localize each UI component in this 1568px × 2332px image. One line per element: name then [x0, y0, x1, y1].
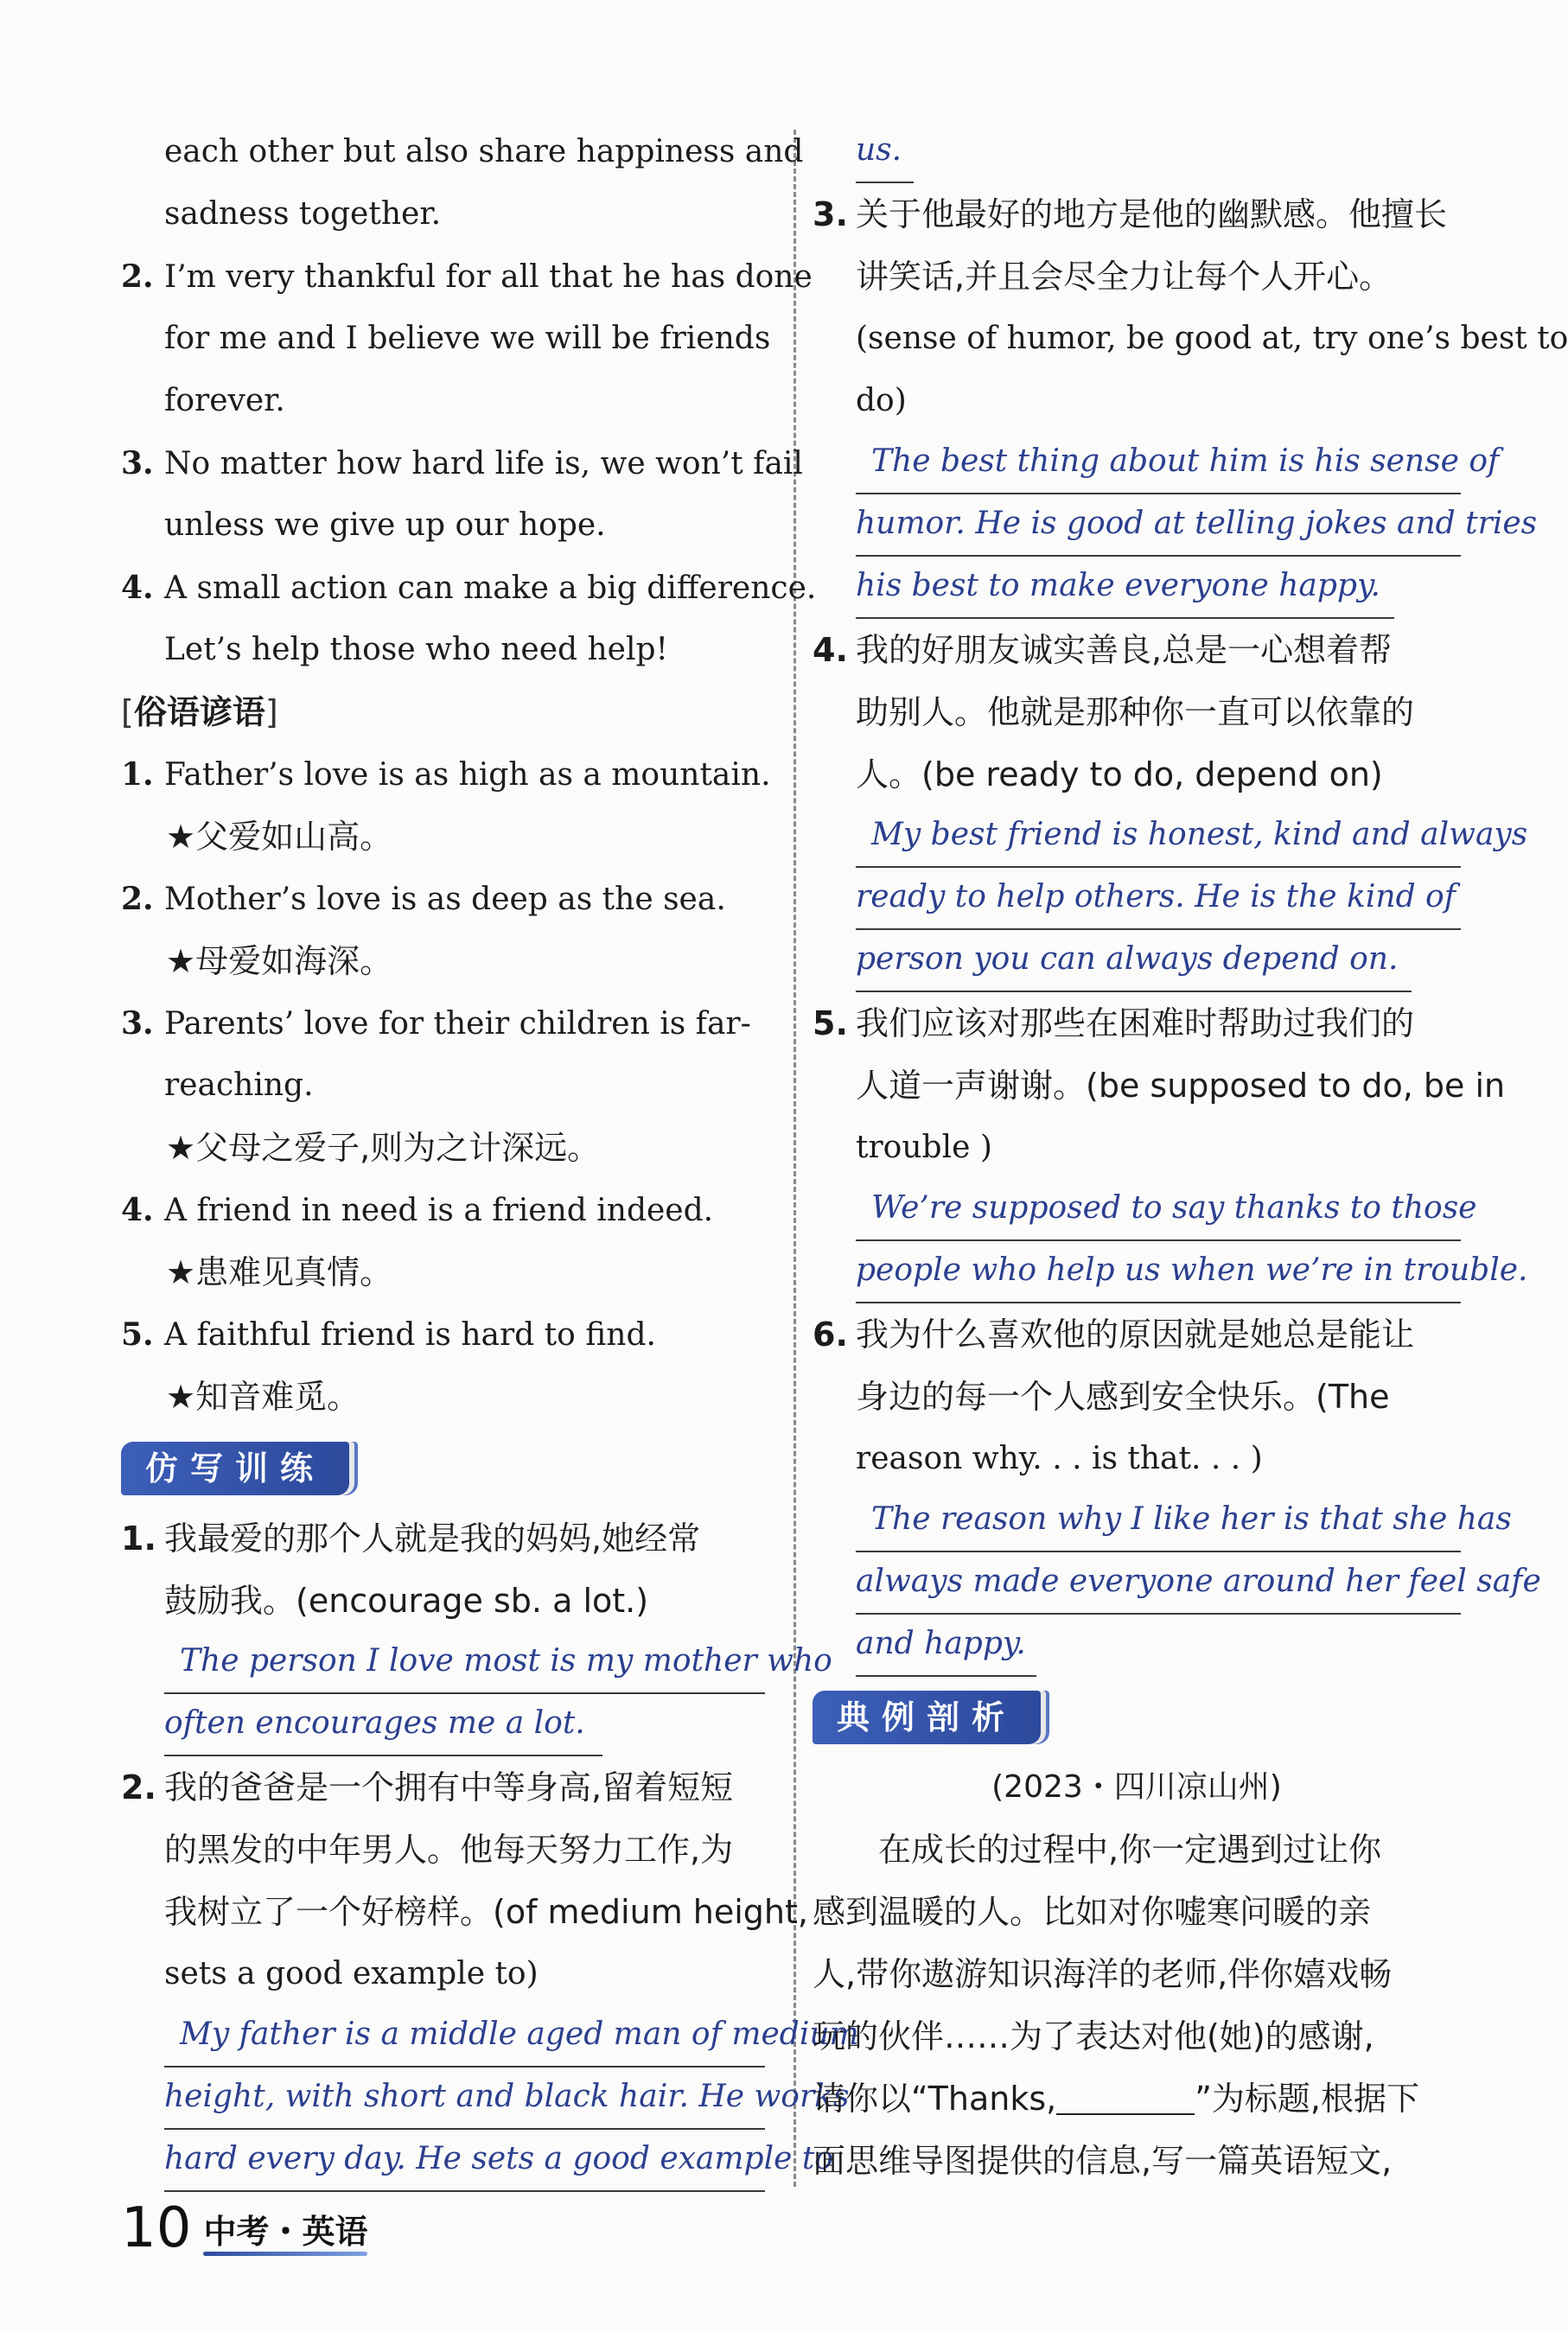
sentence-line: sadness together. [164, 196, 442, 232]
item-number: 3. [121, 1005, 154, 1042]
answer-line: people who help us when we’re in trouble. [856, 1241, 1461, 1303]
item-number: 2. [121, 258, 154, 295]
proverb-english: Mother’s love is as deep as the sea. [164, 882, 726, 917]
answer-line: My best friend is honest, kind and always [856, 806, 1461, 868]
proverb-item [121, 992, 765, 1179]
title-prompt-pre: 请你以“Thanks, [813, 2080, 1057, 2118]
answer-line: humor. He is good at telling jokes and tries [856, 494, 1461, 557]
answer-line: The person I love most is my mother who [164, 1632, 765, 1694]
left-column [121, 121, 859, 2192]
sentence-item [121, 557, 817, 681]
sentence-line: forever. [164, 383, 285, 418]
proverb-item [121, 868, 765, 992]
exercise-item [121, 1507, 832, 1756]
paragraph-line: 玩的伙伴……为了表达对他(她)的感谢, [813, 2017, 1374, 2055]
item-number: 4. [121, 1192, 154, 1228]
exercise-prompt: do) [856, 383, 907, 418]
proverb-item [121, 1179, 765, 1303]
paragraph-line: 人,带你遨游知识海洋的老师,伴你嬉戏畅 [813, 1955, 1393, 1993]
series-title-text: 中考・英语 [203, 2213, 368, 2251]
section-banner-imitation [121, 1435, 765, 1504]
sentence-line: each other but also share happiness and [164, 134, 804, 169]
item-number: 3. [813, 195, 848, 233]
exercise-prompt: 我的爸爸是一个拥有中等身高,留着短短 [164, 1768, 734, 1806]
proverb-english: Parents’ love for their children is far- [164, 1006, 751, 1042]
answer-line: The reason why I like her is that she has [856, 1490, 1461, 1552]
example-paragraph [813, 1819, 1461, 2192]
item-number: 2. [121, 881, 154, 917]
exercise-prompt: 我为什么喜欢他的原因就是她总是能让 [856, 1316, 1415, 1354]
paragraph-line [813, 2068, 1461, 2130]
answer-line: us. [856, 121, 914, 183]
answer-line: hard every day. He sets a good example to [164, 2130, 765, 2192]
right-column [813, 121, 1568, 2192]
exercise-prompt: 我树立了一个好榜样。(of medium height, [164, 1893, 808, 1931]
answer-line: often encourages me a lot. [164, 1694, 602, 1756]
exercise-item [813, 1303, 1541, 1677]
proverb-chinese: ★母爱如海深。 [166, 942, 393, 980]
sentence-line: No matter how hard life is, we won’t fail [164, 446, 803, 481]
item-number: 4. [121, 570, 154, 606]
answer-line: height, with short and black hair. He works [164, 2068, 765, 2130]
exercise-prompt: 身边的每一个人感到安全快乐。(The [856, 1378, 1390, 1416]
item-number: 5. [813, 1004, 848, 1042]
proverb-heading: [俗语谚语] [121, 693, 278, 731]
page-number: 10 [121, 2196, 192, 2260]
proverb-item [121, 1303, 765, 1428]
item-number: 5. [121, 1316, 154, 1353]
title-blank [1056, 2079, 1195, 2115]
item-number: 1. [121, 1520, 156, 1558]
sentence-line: Let’s help those who need help! [164, 632, 668, 667]
answer-line: My father is a middle aged man of medium [164, 2005, 765, 2068]
exercise-prompt: 关于他最好的地方是他的幽默感。他擅长 [856, 195, 1448, 233]
banner-label: 典例剖析 [813, 1691, 1041, 1744]
series-underline [203, 2252, 367, 2256]
proverb-chinese: ★患难见真情。 [166, 1253, 393, 1291]
exercise-prompt: (sense of humor, be good at, try one’s best to [856, 321, 1568, 356]
item-number: 6. [813, 1316, 848, 1354]
item-number: 3. [121, 445, 154, 481]
exercise-prompt: reason why. . . is that. . . ) [856, 1441, 1263, 1476]
item-number: 2. [121, 1768, 156, 1806]
exercise-item [121, 1756, 859, 2192]
answer-line: person you can always depend on. [856, 930, 1412, 992]
item-number: 1. [121, 756, 154, 793]
column-divider [794, 130, 796, 2187]
exercise-prompt: 鼓励我。(encourage sb. a lot.) [164, 1582, 649, 1620]
proverb-english-cont: reaching. [164, 1067, 314, 1103]
exercise-prompt: 我最爱的那个人就是我的妈妈,她经常 [164, 1520, 701, 1558]
paragraph-line: 感到温暖的人。比如对你嘘寒问暖的亲 [813, 1893, 1372, 1931]
title-prompt-post: ”为标题,根据下 [1195, 2080, 1420, 2118]
sentence-item [121, 432, 803, 557]
exercise-prompt: 人道一声谢谢。(be supposed to do, be in [856, 1067, 1506, 1105]
answer-line: The best thing about him is his sense of [856, 432, 1461, 494]
sentence-line: I’m very thankful for all that he has done [164, 259, 813, 295]
sentence-line: unless we give up our hope. [164, 507, 606, 543]
answer-line: ready to help others. He is the kind of [856, 868, 1461, 930]
proverb-chinese: ★父母之爱子,则为之计深远。 [166, 1129, 601, 1167]
exercise-item [813, 183, 1568, 619]
answer-line: always made everyone around her feel safe [856, 1552, 1461, 1615]
proverb-english: A faithful friend is hard to find. [164, 1317, 656, 1353]
banner-label: 仿写训练 [121, 1442, 349, 1495]
exercise-prompt: 讲笑话,并且会尽全力让每个人开心。 [856, 258, 1393, 296]
answer-line: We’re supposed to say thanks to those [856, 1179, 1461, 1241]
exercise-prompt: 的黑发的中年男人。他每天努力工作,为 [164, 1831, 734, 1869]
exercise-prompt: sets a good example to) [164, 1956, 539, 1991]
exercise-item [813, 619, 1528, 992]
exercise-prompt: 人。(be ready to do, depend on) [856, 755, 1383, 793]
proverb-item [121, 743, 771, 868]
sentence-item [121, 245, 813, 432]
proverb-english: Father’s love is as high as a mountain. [164, 757, 771, 793]
exercise-prompt: 助别人。他就是那种你一直可以依靠的 [856, 693, 1415, 731]
paragraph-line: 在成长的过程中,你一定遇到过让你 [878, 1831, 1382, 1869]
proverb-chinese: ★父爱如山高。 [166, 818, 393, 856]
paragraph-line: 面思维导图提供的信息,写一篇英语短文, [813, 2142, 1393, 2180]
series-title [203, 2213, 367, 2256]
exercise-item [813, 992, 1528, 1303]
page-footer [121, 2187, 368, 2260]
proverb-chinese: ★知音难觅。 [166, 1378, 360, 1416]
answer-line: his best to make everyone happy. [856, 557, 1394, 619]
proverb-english: A friend in need is a friend indeed. [164, 1193, 714, 1228]
exam-source: (2023・四川凉山州) [991, 1769, 1282, 1805]
section-banner-example [813, 1684, 1461, 1753]
sentence-line: A small action can make a big difference. [164, 570, 817, 606]
item-number: 4. [813, 631, 848, 669]
exercise-prompt: trouble ) [856, 1130, 992, 1165]
answer-line: and happy. [856, 1615, 1036, 1677]
proverb-heading-text: 俗语谚语 [133, 693, 265, 731]
sentence-line: for me and I believe we will be friends [164, 321, 771, 356]
exercise-prompt: 我的好朋友诚实善良,总是一心想着帮 [856, 631, 1393, 669]
exercise-prompt: 我们应该对那些在困难时帮助过我们的 [856, 1004, 1415, 1042]
